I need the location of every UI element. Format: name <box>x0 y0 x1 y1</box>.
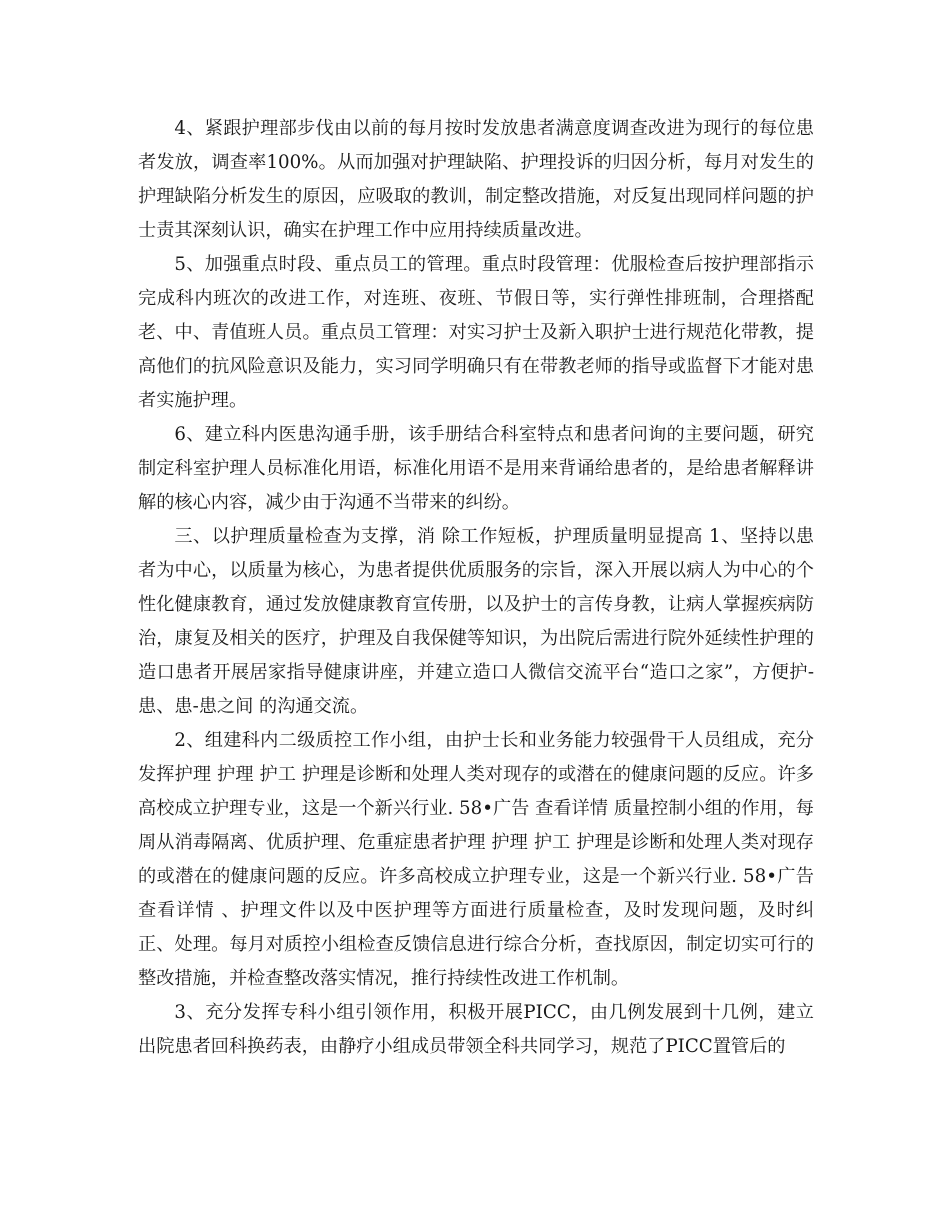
paragraph-item-6: 6、建立科内医患沟通手册，该手册结合科室特点和患者问询的主要问题，研究制定科室护理人员标准化用语，标准化用语不是用来背诵给患者的，是给患者解释讲解的核心内容，减少由于沟通不当带来的纠纷。 <box>138 424 814 513</box>
paragraph-section-three: 三、以护理质量检查为支撑，消 除工作短板，护理质量明显提高 1、坚持以患者为中心，以质量为核心，为患者提供优质服务的宗旨，深入开展以病人为中心的个性化健康教育，通过发放健康教育宣传册，以及护士的言传身教，让病人掌握疾病防治，康复及相关的医疗，护理及自我保健等知识，为出院后需进行院外延续性护理的造口患者开展居家指导健康讲座，并建立造口人微信交流平台“造口之家”，方便护-患、患-患之间 的沟通交流。 <box>138 526 814 717</box>
document-body <box>138 112 814 1064</box>
paragraph-item-5: 5、加强重点时段、重点员工的管理。重点时段管理：优服检查后按护理部指示完成科内班次的改进工作，对连班、夜班、节假日等，实行弹性排班制，合理搭配老、中、青值班人员。重点员工管理：对实习护士及新入职护士进行规范化带教，提高他们的抗风险意识及能力，实习同学明确只有在带教老师的指导或监督下才能对患者实施护理。 <box>138 254 814 411</box>
paragraph-item-3: 3、充分发挥专科小组引领作用，积极开展PICC，由几例发展到十几例，建立出院患者回科换药表，由静疗小组成员带领全科共同学习，规范了PICC置管后的 <box>138 1002 814 1057</box>
paragraph-item-2: 2、组建科内二级质控工作小组，由护士长和业务能力较强骨干人员组成，充分发挥护理 护理 护工 护理是诊断和处理人类对现存的或潜在的健康问题的反应。许多高校成立护理专业，这是一个新兴行业. 58•广告 查看详情 质量控制小组的作用，每周从消毒隔离、优质护理、危重症患者护理 护理 护工 护理是诊断和处理人类对现存的或潜在的健康问题的反应。许多高校成立护理专业，这是一个新兴行业. 58•广告 查看详情 、护理文件以及中医护理等方面进行质量检查，及时发现问题，及时纠正、处理。每月对质控小组检查反馈信息进行综合分析，查找原因，制定切实可行的整改措施，并检查整改落实情况，推行持续性改进工作机制。 <box>138 730 814 989</box>
paragraph-item-4: 4、紧跟护理部步伐由以前的每月按时发放患者满意度调查改进为现行的每位患者发放，调查率100%。从而加强对护理缺陷、护理投诉的归因分析，每月对发生的护理缺陷分析发生的原因，应吸取的教训，制定整改措施，对反复出现同样问题的护士责其深刻认识，确实在护理工作中应用持续质量改进。 <box>138 118 814 241</box>
